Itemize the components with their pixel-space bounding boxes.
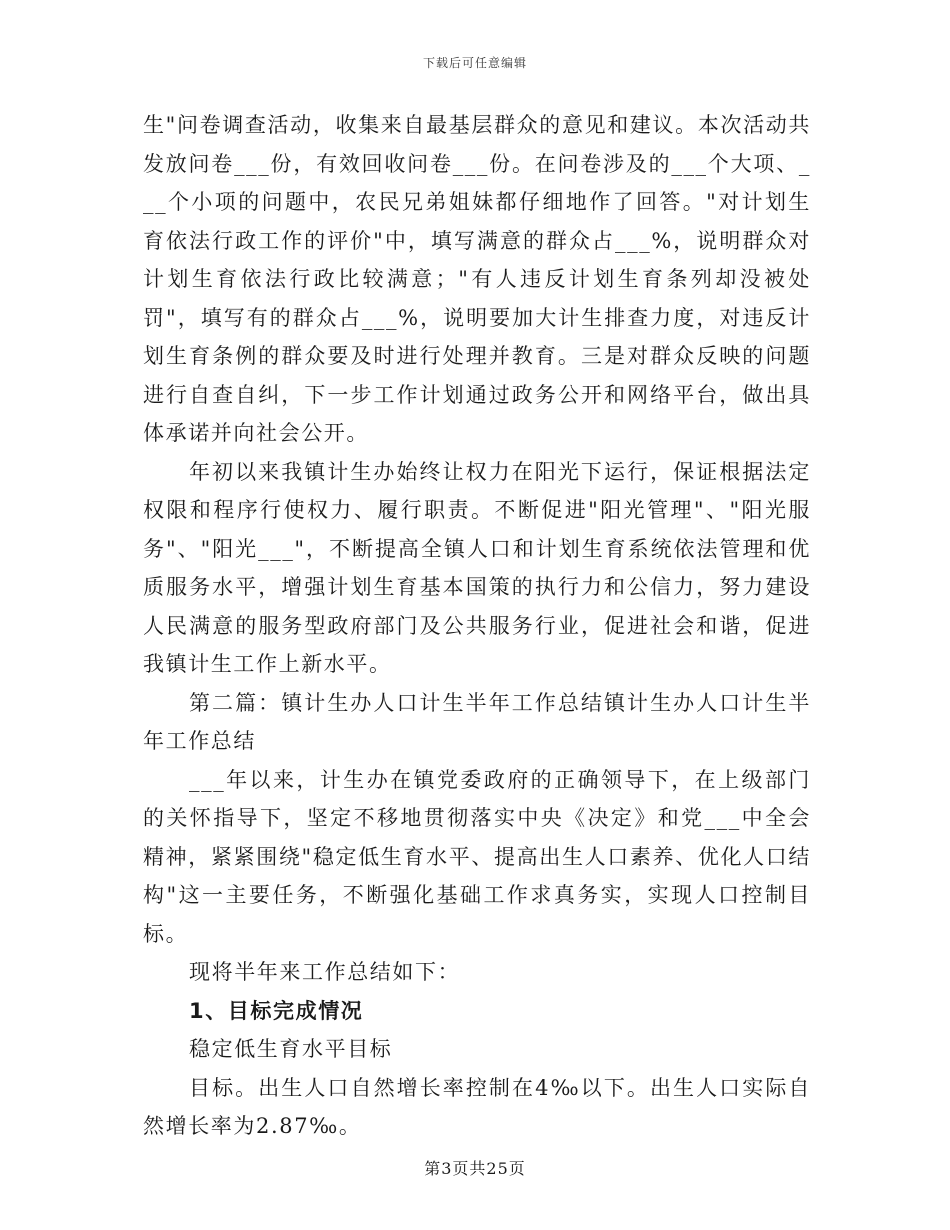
paragraph-growth-rate: 目标。出生人口自然增长率控制在4‰以下。出生人口实际自然增长率为2.87‰。 [143, 1075, 811, 1138]
document-body [143, 106, 811, 1146]
page-number: 第3页共25页 [424, 1159, 526, 1178]
paragraph-sunshine-operation: 年初以来我镇计生办始终让权力在阳光下运行，保证根据法定权限和程序行使权力、履行职责。不断促进"阳光管理"、"阳光服务"、"阳光___"，不断提高全镇人口和计划生育系统依法管理和优质服务水平，增强计划生育基本国策的执行力和公信力，努力建设人民满意的服务型政府部门及公共服务行业，促进社会和谐，促进我镇计生工作上新水平。 [143, 459, 811, 676]
page-header: 下载后可任意编辑 [422, 56, 527, 70]
paragraph-questionnaire: 生"问卷调查活动，收集来自最基层群众的意见和建议。本次活动共发放问卷___份，有效回收问卷___份。在问卷涉及的___个大项、___个小项的问题中，农民兄弟姐妹都仔细地作了回答。"对计划生育依法行政工作的评价"中，填写满意的群众占___%，说明群众对计划生育依法行政比较满意；"有人违反计划生育条列却没被处罚"，填写有的群众占___%，说明要加大计生排查力度，对违反计划生育条例的群众要及时进行处理并教育。三是对群众反映的问题进行自查自纠，下一步工作计划通过政务公开和网络平台，做出具体承诺并向社会公开。 [143, 113, 811, 445]
section-title-part-two: 第二篇：镇计生办人口计生半年工作总结镇计生办人口计生半年工作总结 [143, 690, 811, 753]
paragraph-intro: ___年以来，计生办在镇党委政府的正确领导下，在上级部门的关怀指导下，坚定不移地贯彻落实中央《决定》和党___中全会精神，紧紧围绕"稳定低生育水平、提高出生人口素养、优化人口结构"这一主要任务，不断强化基础工作求真务实，实现人口控制目标。 [143, 767, 811, 946]
paragraph-summary-lead: 现将半年来工作总结如下： [189, 960, 461, 984]
subheading-stable-fertility: 稳定低生育水平目标 [189, 1037, 393, 1061]
heading-goal-completion: 1、目标完成情况 [189, 998, 364, 1023]
